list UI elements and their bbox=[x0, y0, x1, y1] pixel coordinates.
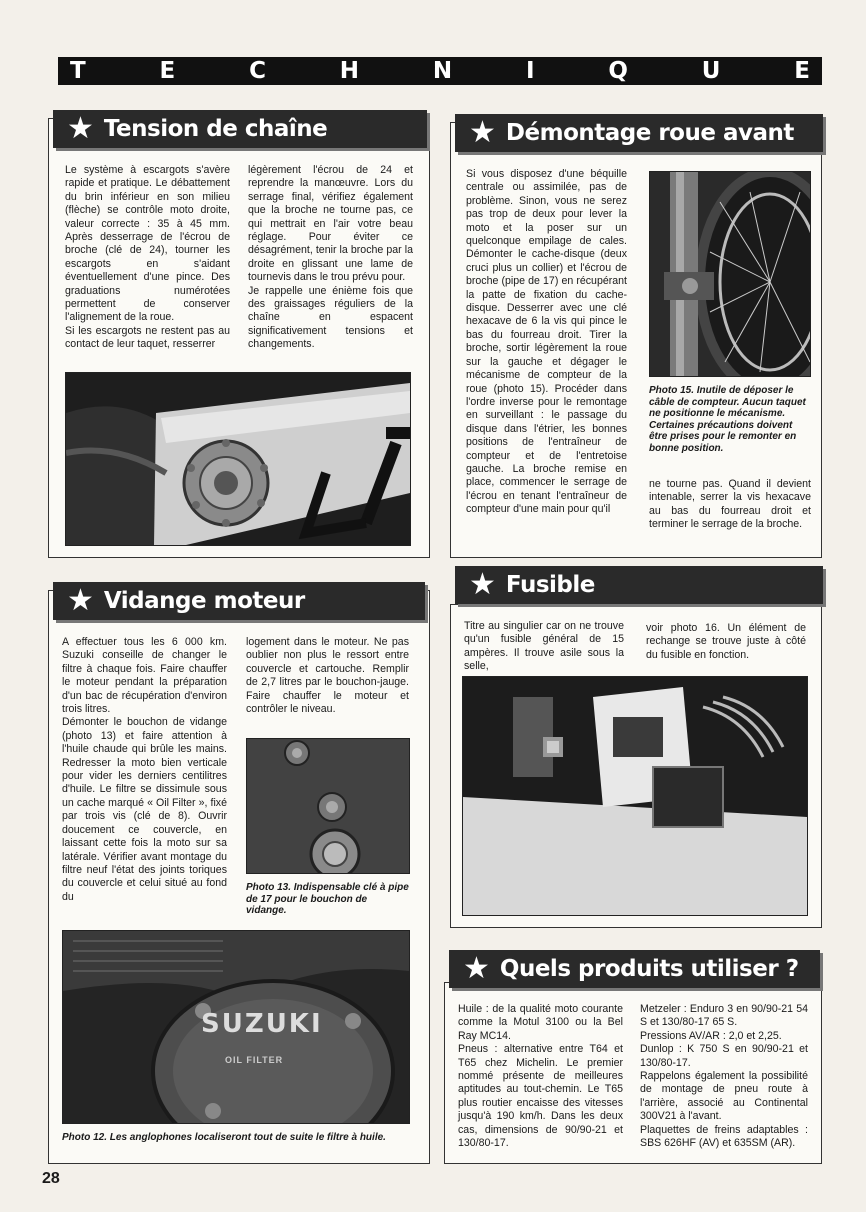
demontage-header bbox=[455, 114, 823, 152]
page-number: 28 bbox=[42, 1170, 60, 1187]
fusible-header bbox=[455, 566, 823, 604]
produits-para1: Huile : de la qualité moto courante comme la Motul 3100 ou la Bel Ray MC14. bbox=[458, 1003, 623, 1042]
engine-label-text: OIL FILTER bbox=[225, 1055, 284, 1065]
fusible-col2 bbox=[646, 622, 806, 662]
produits-para6: Rappelons également la possibilité de montage de pneu route à l'arrière, associé au Continental 300V21 à l'avant. bbox=[640, 1070, 808, 1123]
front-wheel-photo bbox=[649, 171, 811, 377]
vidange-para1: A effectuer tous les 6 000 km. Suzuki conseille de changer le filtre à chaque fois. Faire chauffer le moteur pendant la préparation d'un bac de récupération d'environ trois litres. bbox=[62, 636, 227, 716]
vidange-col1 bbox=[62, 636, 227, 904]
fusible-para1: Titre au singulier car on ne trouve qu'un fusible général de 15 ampères. Il trouve asile sous la selle, bbox=[464, 620, 624, 673]
produits-para5: Dunlop : K 750 S en 90/90-21 et 130/80-17. bbox=[640, 1043, 808, 1069]
demontage-col1 bbox=[466, 168, 627, 517]
star-icon: ★ bbox=[463, 952, 490, 985]
vidange-title: Vidange moteur bbox=[103, 588, 305, 614]
banner-letter: E bbox=[794, 58, 810, 84]
demontage-para1: Si vous disposez d'une béquille centrale ou assimilée, pas de problème. Sinon, vous ne serez pas trop de deux pour lever la moto et la poser sur un quelconque empilage de cales. Démonter le cache-disque (deux cruci plus un collier) et l'écrou de broche (pipe de 17) en récupérant la patte de fixation du cache-disque. Desserrer avec une clé hexacave de 6 la vis qui pince le bas du fourreau droit. Tirer la broche, sortir légèrement la roue sur la gauche et dégager le mécanisme de compteur de la roue (photo 15). Procéder dans l'ordre inverse pour le remontage en surveillant : le passage du disque dans l'étrier, les bonnes positions de l'entraîneur de compteur et de l'entretoise gauche. La broche remise en place, commencer le serrage de l'écrou en tenant l'entraîneur de compteur d'une main pour qu'il bbox=[466, 168, 627, 516]
tension-col1 bbox=[65, 164, 230, 352]
banner-letter: Q bbox=[608, 58, 628, 84]
banner-letter: N bbox=[432, 58, 453, 84]
tension-para4: Je rappelle une énième fois que des graissages réguliers de la chaîne en espacent significativement tensions et changements. bbox=[248, 284, 413, 351]
produits-title: Quels produits utiliser ? bbox=[499, 956, 799, 982]
chain-adjuster-photo bbox=[65, 372, 411, 546]
star-icon: ★ bbox=[67, 584, 94, 617]
tension-para2: Si les escargots ne restent pas au contact de leur taquet, resserrer bbox=[65, 324, 230, 351]
fuse-photo bbox=[462, 676, 808, 916]
photo13-caption: Photo 13. Indispensable clé à pipe de 17 pour le bouchon de vidange. bbox=[246, 882, 409, 916]
vidange-col2 bbox=[246, 636, 409, 716]
banner-letter: E bbox=[159, 58, 176, 84]
photo12-caption: Photo 12. Les anglophones localiseront tout de suite le filtre à huile. bbox=[62, 1132, 386, 1143]
produits-col2 bbox=[640, 1003, 808, 1150]
demontage-col2 bbox=[649, 478, 811, 532]
fusible-para2: voir photo 16. Un élément de rechange se trouve juste à côté du fusible en fonction. bbox=[646, 622, 806, 661]
produits-para3: Metzeler : Enduro 3 en 90/90-21 54 S et 130/80-17 65 S. bbox=[640, 1003, 808, 1029]
banner-letter: C bbox=[249, 58, 266, 84]
tension-header bbox=[53, 110, 427, 148]
star-icon: ★ bbox=[469, 116, 496, 149]
vidange-para3: logement dans le moteur. Ne pas oublier non plus le ressort entre couvercle et cartouche. Remplir de 2,7 litres par le bouchon-jauge. Faire chauffer le moteur et contrôler le niveau. bbox=[246, 636, 409, 716]
tension-col2 bbox=[248, 164, 413, 352]
photo15-caption: Photo 15. Inutile de déposer le câble de compteur. Aucun taquet ne positionne le mécanisme. Certaines précautions doivent être prises pour le remonter en bonne position. bbox=[649, 385, 806, 454]
engine-brand-text: SUZUKI bbox=[201, 1009, 323, 1039]
tension-para3: légèrement l'écrou de 24 et reprendre la manœuvre. Lors du serrage final, vérifiez également que la broche ne tourne pas, ce qui mettrait en l'air votre beau réglage. Pour éviter ce désagrément, tenir la broche par la droite en glissant une lame de tournevis dans le trou prévu pour. bbox=[248, 164, 413, 284]
vidange-para2: Démonter le bouchon de vidange (photo 13) et faire attention à l'huile chaude qui brûle les mains. Redresser la moto bien verticale pour vider les derniers centilitres d'huile. Le filtre se dissimule sous un cache marqué « Oil Filter », fixé par trois vis (clé de 8). Ouvrir doucement ce couvercle, en laissant cette fois la moto sur sa latérale. Vérifier avant montage du filtre neuf l'état des joints toriques du couvercle et celui situé au fond du bbox=[62, 716, 227, 903]
star-icon: ★ bbox=[469, 568, 496, 601]
demontage-title: Démontage roue avant bbox=[505, 120, 794, 146]
banner-letter: H bbox=[339, 58, 360, 84]
oil-filter-photo bbox=[62, 930, 410, 1124]
banner-letter: T bbox=[70, 58, 86, 84]
star-icon: ★ bbox=[67, 112, 94, 145]
tension-para1: Le système à escargots s'avère rapide et pratique. Le débattement du brin inférieur en son milieu (flèche) se contrôle moto droite, valeur correcte : 35 à 45 mm. Après desserrage de l'écrou de broche (clé de 24), tourner les escargots en s'aidant éventuellement d'une pince. Des graduations numérotées permettent de conserver l'alignement de la roue. bbox=[65, 164, 230, 324]
produits-header bbox=[449, 950, 820, 988]
tension-title: Tension de chaîne bbox=[103, 116, 328, 142]
produits-para4: Pressions AV/AR : 2,0 et 2,25. bbox=[640, 1029, 782, 1042]
vidange-header bbox=[53, 582, 425, 620]
produits-para7: Plaquettes de freins adaptables : SBS 626HF (AV) et 635SM (AR). bbox=[640, 1123, 808, 1150]
banner-letter: I bbox=[525, 58, 535, 84]
demontage-para2: ne tourne pas. Quand il devient intenable, serrer la vis hexacave au bas du fourreau droit et terminer le serrage de la broche. bbox=[649, 478, 811, 531]
produits-para2: Pneus : alternative entre T64 et T65 chez Michelin. Le premier nommé présente de meilleures aptitudes au tout-chemin. Le T65 plus routier encaisse des vitesses jusqu'à 190 km/h. Dans les deux cas, dimensions de 90/90-21 et 130/80-17. bbox=[458, 1043, 623, 1150]
fusible-col1 bbox=[464, 620, 624, 674]
banner-letter: U bbox=[701, 58, 721, 84]
drain-plug-photo bbox=[246, 738, 410, 874]
section-banner bbox=[58, 57, 822, 85]
fusible-title: Fusible bbox=[505, 572, 595, 598]
produits-col1 bbox=[458, 1003, 623, 1150]
